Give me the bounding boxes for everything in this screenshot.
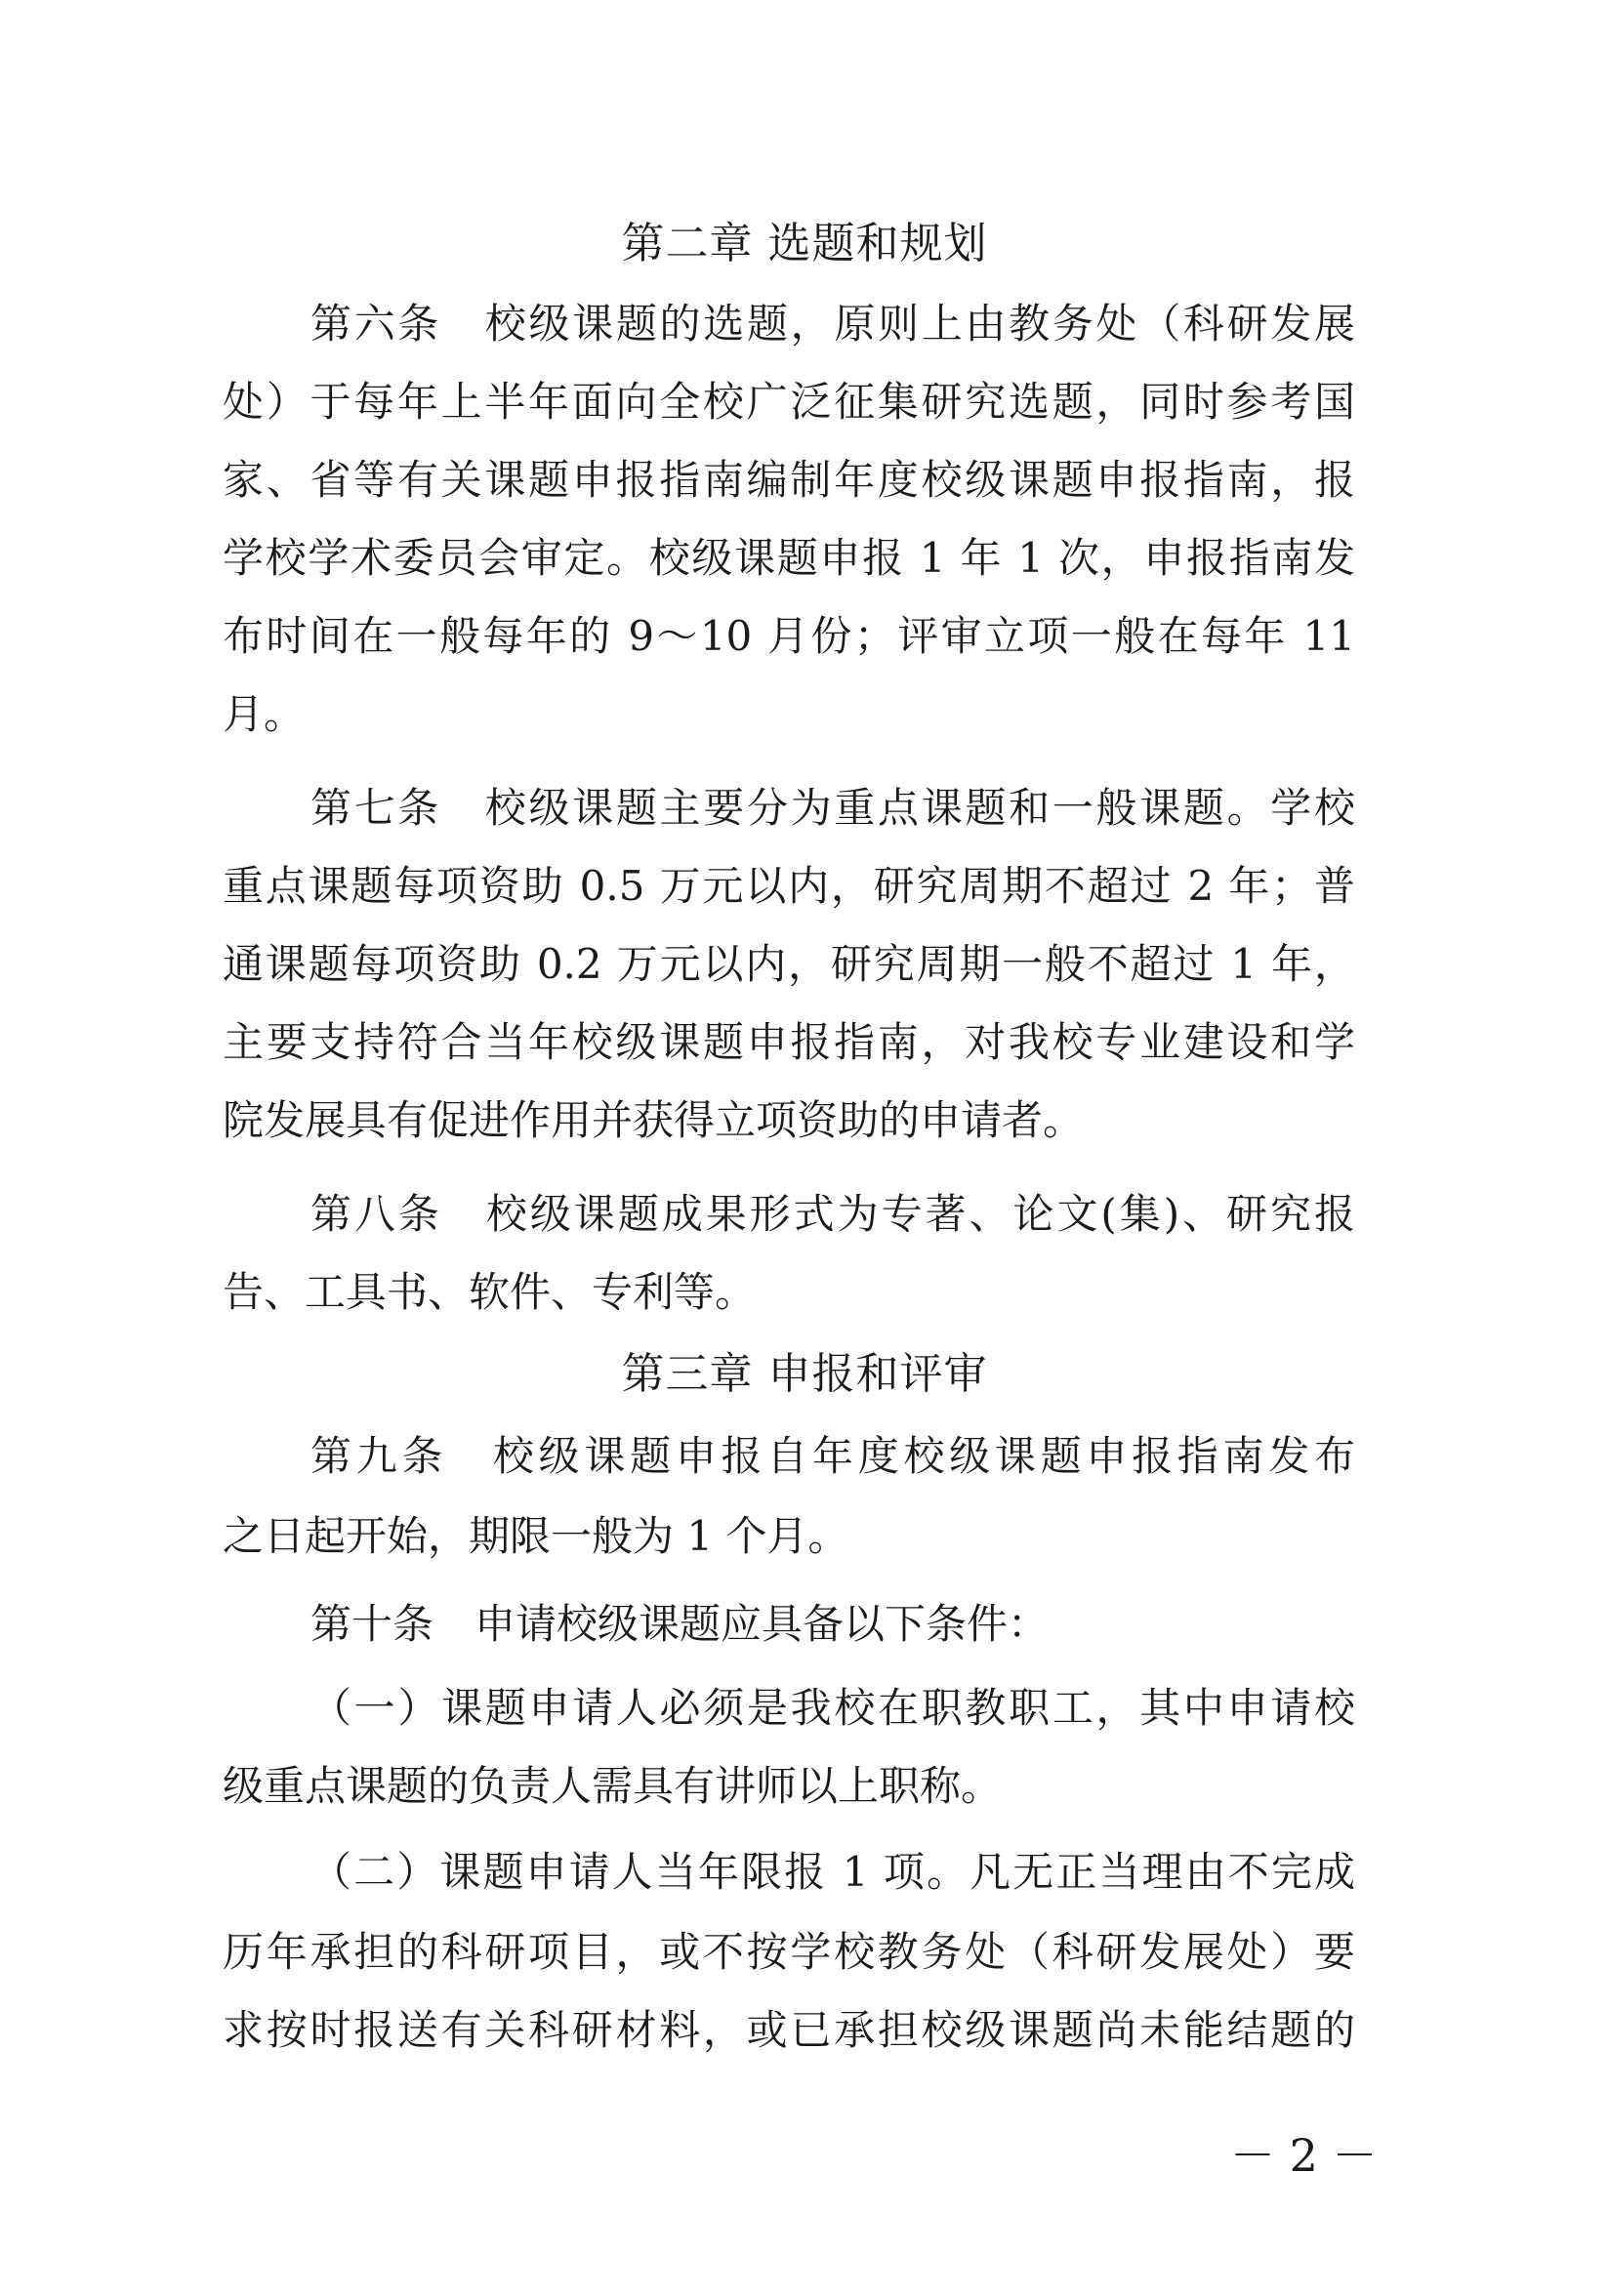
chapter-3-title: 第三章 申报和评审 <box>621 1349 988 1399</box>
article-9-line-1: 第九条 校级课题申报自年度校级课题申报指南发布 <box>310 1432 1355 1480</box>
condition-1-line-1: （一）课题申请人必须是我校在职教职工，其中申请校 <box>310 1684 1355 1732</box>
article-8-line-1: 第八条 校级课题成果形式为专著、论文(集)、研究报 <box>310 1190 1355 1238</box>
article-6-line-4: 学校学术委员会审定。校级课题申报 1 年 1 次，申报指南发 <box>223 534 1355 582</box>
condition-1-line-2: 级重点课题的负责人需具有讲师以上职称。 <box>223 1762 1003 1810</box>
article-7-line-5: 院发展具有促进作用并获得立项资助的申请者。 <box>223 1096 1085 1144</box>
article-9-line-2: 之日起开始，期限一般为 1 个月。 <box>223 1512 849 1560</box>
article-6-line-3: 家、省等有关课题申报指南编制年度校级课题申报指南，报 <box>223 456 1355 504</box>
page-number: － 2 － <box>1230 2129 1378 2182</box>
article-6-line-6: 月。 <box>223 690 306 738</box>
article-7-line-4: 主要支持符合当年校级课题申报指南，对我校专业建设和学 <box>223 1018 1355 1066</box>
article-6-line-1: 第六条 校级课题的选题，原则上由教务处（科研发展 <box>310 300 1355 348</box>
condition-2-line-1: （二）课题申请人当年限报 1 项。凡无正当理由不完成 <box>310 1848 1355 1896</box>
article-8-line-2: 告、工具书、软件、专利等。 <box>223 1268 757 1316</box>
article-7-line-3: 通课题每项资助 0.2 万元以内，研究周期一般不超过 1 年， <box>223 940 1355 988</box>
condition-2-line-2: 历年承担的科研项目，或不按学校教务处（科研发展处）要 <box>223 1928 1355 1976</box>
chapter-2-title: 第二章 选题和规划 <box>621 219 988 268</box>
article-6-line-5: 布时间在一般每年的 9～10 月份；评审立项一般在每年 11 <box>223 612 1355 660</box>
article-10-line-1: 第十条 申请校级课题应具备以下条件： <box>310 1600 1050 1648</box>
article-7-line-2: 重点课题每项资助 0.5 万元以内，研究周期不超过 2 年；普 <box>223 862 1355 910</box>
article-7-line-1: 第七条 校级课题主要分为重点课题和一般课题。学校 <box>310 784 1355 832</box>
condition-2-line-3: 求按时报送有关科研材料，或已承担校级课题尚未能结题的 <box>223 2006 1355 2054</box>
article-6-line-2: 处）于每年上半年面向全校广泛征集研究选题，同时参考国 <box>223 378 1355 426</box>
